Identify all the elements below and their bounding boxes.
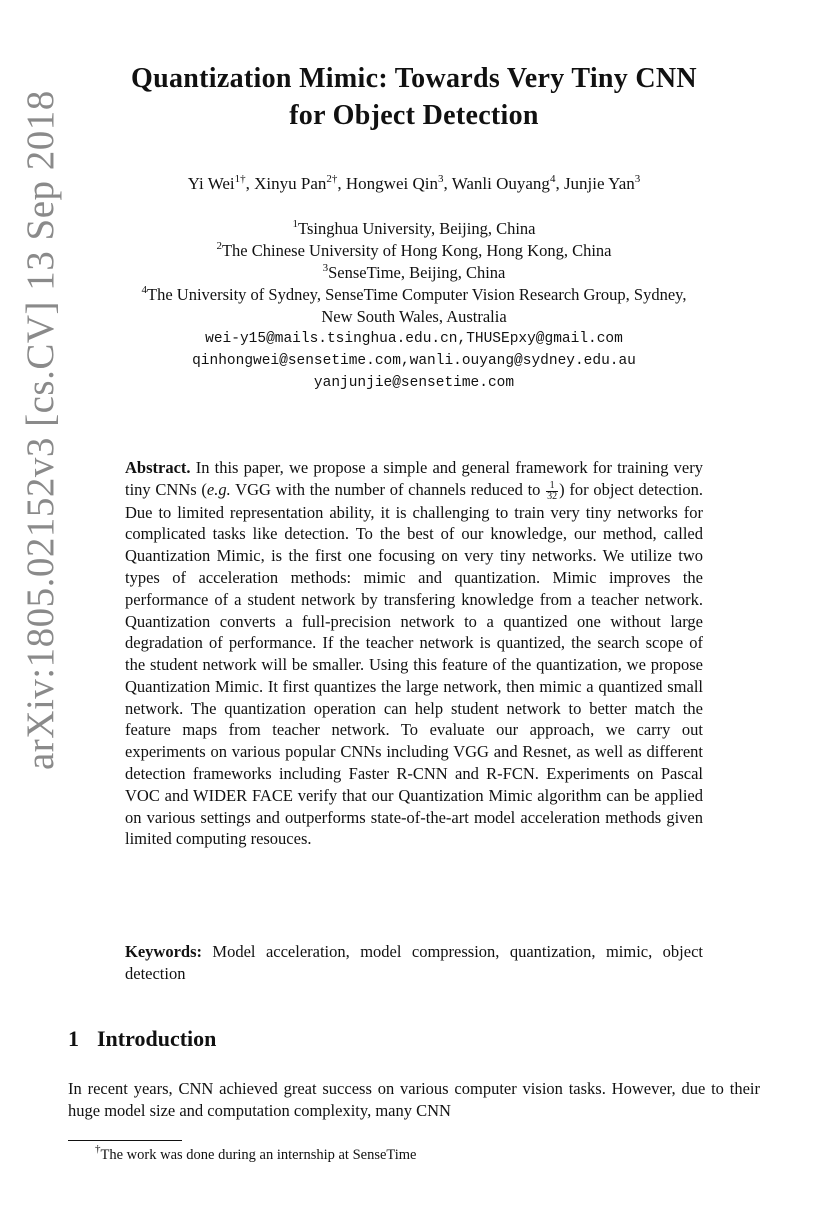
affiliation: New South Wales, Australia — [321, 307, 507, 326]
affiliation: $^2$The Chinese University of Hong Kong, Hong Kong, China — [216, 240, 612, 260]
abstract: Abstract. In this paper, we propose a simple and general framework for training very tiny CNNs (e.g. VGG with the number of channels reduced to $\frac{1}{32}$ ) for object detection. Due to limited representation ability, it is challenging to train very tiny networks for complicated tasks like detection. To the best of our knowledge, our method, called Quantization Mimic, is the first one focusing on very tiny networks. We utilize two types of acceleration methods: mimic and quantization. Mimic improves the performance of a student network by transfering knowledge from a teacher network. Quantization converts a full-precision network to a quantized one without large degradation of performance. If the teacher network is quantized, the search scope of the student network will be smaller. Using this feature of the quantization, we propose Quantization Mimic. It first quantizes the large network, then mimic a quantized small network. The quantization operation can help student network to better match the feature maps from teacher network. To evaluate our approach, we carry out experiments on various popular CNNs including VGG and Resnet, as well as different detection frameworks including Faster R-CNN and R-FCN. Experiments on Pascal VOC and WIDER FACE verify that our Quantization Mimic algorithm can be applied on various settings and outperforms state-of-the-art model acceleration methods given limited computing resouces. — [125, 458, 703, 849]
footnote-rule — [68, 1140, 182, 1141]
fraction: $\frac{1}{32}$ — [547, 479, 558, 502]
arxiv-identifier: arXiv:1805.02152v3 [cs.CV] 13 Sep 2018 — [19, 90, 62, 770]
author-name: Xinyu Pan — [254, 174, 327, 193]
affiliation: $^1$Tsinghua University, Beijing, China — [292, 218, 536, 238]
email-line[interactable]: wei-y15@mails.tsinghua.edu.cn,THUSEpxy@gmail.com — [205, 331, 623, 347]
keywords-label: Keywords: — [125, 942, 202, 961]
author-list: Yi Wei$^{1\dagger}$, Xinyu Pan$^{2\dagger}$, Hongwei Qin$^3$, Wanli Ouyang$^4$, Junjie Yan$^3$ — [187, 173, 641, 193]
affiliation: $^3$SenseTime, Beijing, China — [322, 262, 506, 282]
footnote: †The work was done during an internship at SenseTime — [95, 1143, 417, 1163]
author-name: Wanli Ouyang — [451, 174, 550, 193]
author-name: Junjie Yan — [563, 174, 635, 193]
section-heading — [68, 1026, 216, 1052]
author-name: Hongwei Qin — [345, 174, 438, 193]
email-line[interactable]: qinhongwei@sensetime.com,wanli.ouyang@sydney.edu.au — [192, 353, 636, 369]
title-line-2: for Object Detection — [289, 100, 539, 131]
affiliation: $^4$The University of Sydney, SenseTime Computer Vision Research Group, Sydney, — [141, 284, 687, 304]
affiliations-block — [70, 218, 758, 394]
title-line-1: Quantization Mimic: Towards Very Tiny CNN — [131, 63, 697, 94]
author-affiliation-mark: 2† — [326, 173, 338, 185]
intro-paragraph: In recent years, CNN achieved great success on various computer vision tasks. However, due to their huge model size and computation complexity, many CNN — [68, 1079, 760, 1120]
author-affiliation-mark: 1† — [234, 173, 246, 185]
email-line[interactable]: yanjunjie@sensetime.com — [313, 375, 515, 391]
section-title: Introduction — [97, 1026, 217, 1051]
paper-title — [70, 60, 758, 134]
author-affiliation-mark: 4 — [549, 173, 556, 185]
author-affiliation-mark: 3 — [634, 173, 641, 185]
author-affiliation-mark: 3 — [437, 173, 444, 185]
section-number: 1 — [68, 1026, 79, 1051]
keywords: Keywords: Model acceleration, model compression, quantization, mimic, object detection — [125, 942, 703, 983]
author-name: Yi Wei — [187, 174, 235, 193]
abstract-label: Abstract. — [125, 458, 191, 477]
